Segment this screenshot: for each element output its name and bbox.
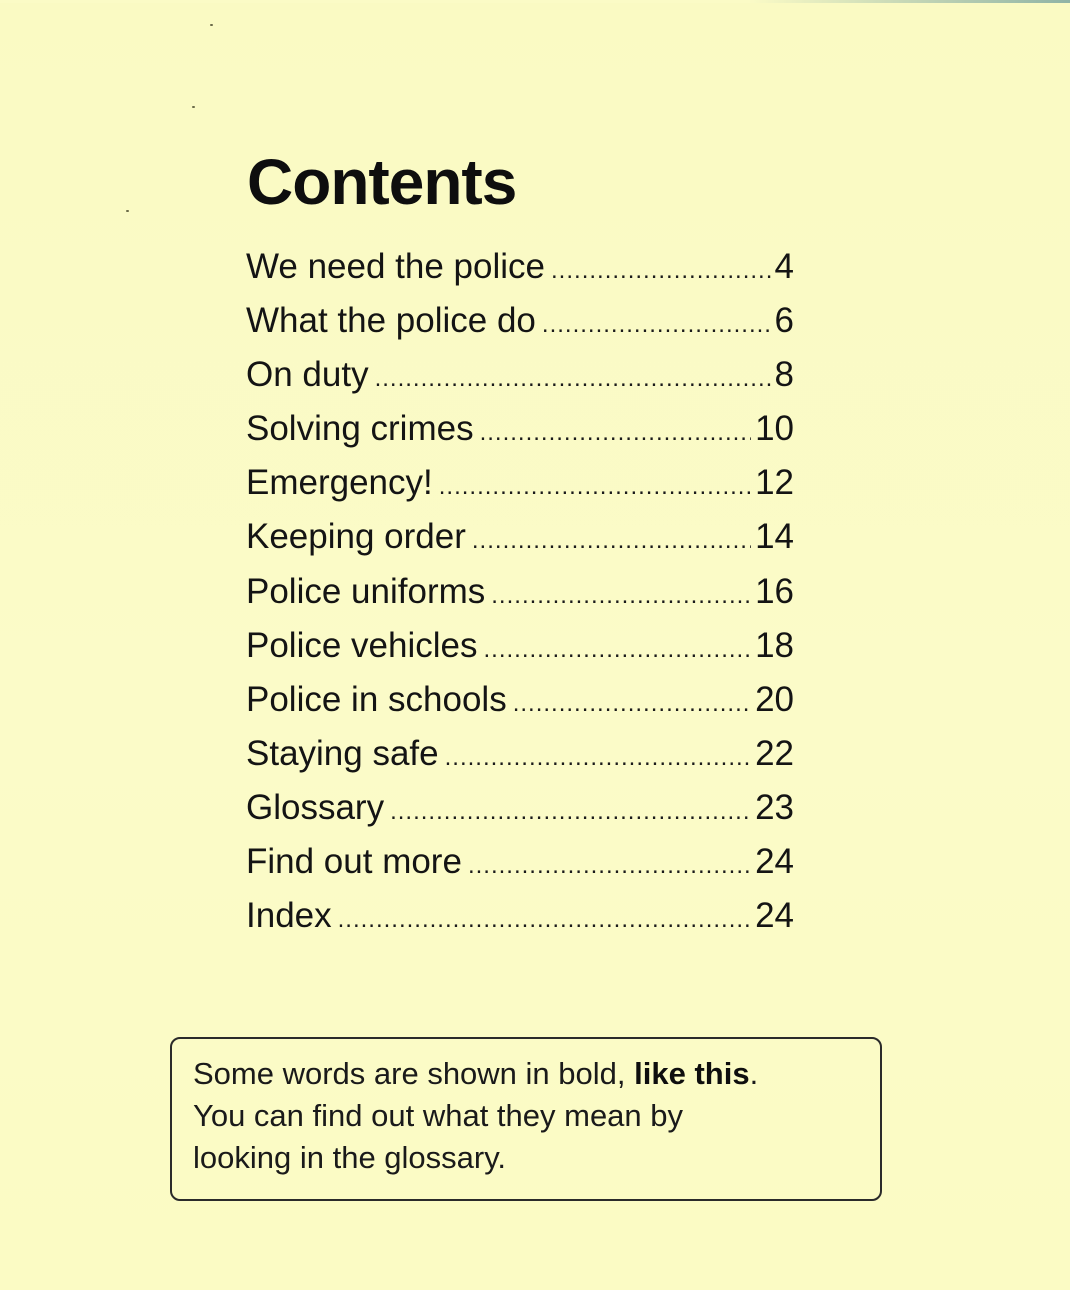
toc-dot-leader	[513, 677, 751, 731]
print-speck	[192, 106, 195, 108]
print-speck	[210, 24, 213, 26]
note-bold-example: like this	[634, 1056, 750, 1091]
print-speck	[126, 210, 129, 212]
toc-entry[interactable]	[246, 727, 794, 781]
toc-entry-page: 18	[755, 625, 794, 665]
toc-dot-leader	[551, 244, 771, 298]
page-top-edge	[0, 0, 1070, 3]
toc-entry[interactable]	[246, 456, 794, 510]
toc-dot-leader	[480, 406, 751, 460]
toc-entry-label: Find out more	[246, 842, 462, 882]
toc-entry[interactable]	[246, 348, 794, 402]
page-title: Contents	[247, 146, 517, 218]
toc-entry[interactable]	[246, 673, 794, 727]
note-line-1-text: Some words are shown in bold,	[193, 1056, 635, 1091]
toc-entry-label: We need the police	[246, 247, 546, 286]
toc-entry-label: On duty	[246, 355, 369, 395]
toc-dot-leader	[472, 514, 751, 568]
toc-dot-leader	[445, 731, 751, 785]
toc-dot-leader	[484, 623, 752, 677]
toc-entry-page: 24	[755, 842, 794, 882]
toc-dot-leader	[375, 352, 771, 406]
toc-entry-label: Police in schools	[246, 679, 507, 719]
toc-entry[interactable]	[246, 565, 794, 619]
toc-entry-page: 22	[755, 733, 794, 773]
toc-entry[interactable]	[246, 510, 794, 564]
toc-dot-leader	[542, 298, 771, 352]
toc-entry-page: 14	[755, 517, 794, 557]
note-line-1	[193, 1053, 860, 1095]
toc-entry[interactable]	[246, 619, 794, 673]
toc-entry-label: Emergency!	[246, 463, 433, 503]
toc-entry-label: Index	[246, 896, 332, 936]
note-line-1-end: .	[749, 1056, 759, 1091]
note-line-2: You can find out what they mean by	[193, 1098, 684, 1133]
toc-entry-page: 12	[755, 463, 794, 503]
toc-entry[interactable]	[246, 889, 794, 943]
toc-entry-page: 10	[755, 409, 794, 449]
toc-dot-leader	[468, 839, 751, 893]
note-line-3: looking in the glossary.	[193, 1140, 507, 1175]
toc-entry[interactable]	[246, 294, 794, 348]
glossary-note-box	[170, 1037, 882, 1201]
toc-entry-label: Staying safe	[246, 733, 439, 773]
toc-entry-page: 20	[755, 679, 794, 719]
toc-entry-page: 24	[755, 896, 794, 936]
toc-dot-leader	[390, 785, 751, 839]
table-of-contents	[246, 240, 794, 943]
toc-entry-label: Keeping order	[246, 517, 466, 557]
toc-entry-label: What the police do	[246, 301, 536, 341]
toc-entry[interactable]	[246, 402, 794, 456]
toc-entry-label: Police vehicles	[246, 625, 478, 665]
toc-entry-page: 8	[774, 355, 794, 395]
toc-entry-label: Police uniforms	[246, 571, 486, 611]
toc-dot-leader	[439, 460, 751, 514]
toc-dot-leader	[338, 893, 751, 947]
toc-dot-leader	[491, 569, 751, 623]
toc-entry-page: 6	[774, 301, 794, 341]
toc-entry-label: Glossary	[246, 787, 385, 827]
toc-entry-page: 23	[755, 787, 794, 827]
toc-entry-page: 16	[755, 571, 794, 611]
toc-entry[interactable]	[246, 835, 794, 889]
toc-entry[interactable]	[246, 781, 794, 835]
toc-entry-page: 4	[774, 247, 794, 286]
toc-entry[interactable]	[246, 240, 794, 294]
toc-entry-label: Solving crimes	[246, 409, 474, 449]
